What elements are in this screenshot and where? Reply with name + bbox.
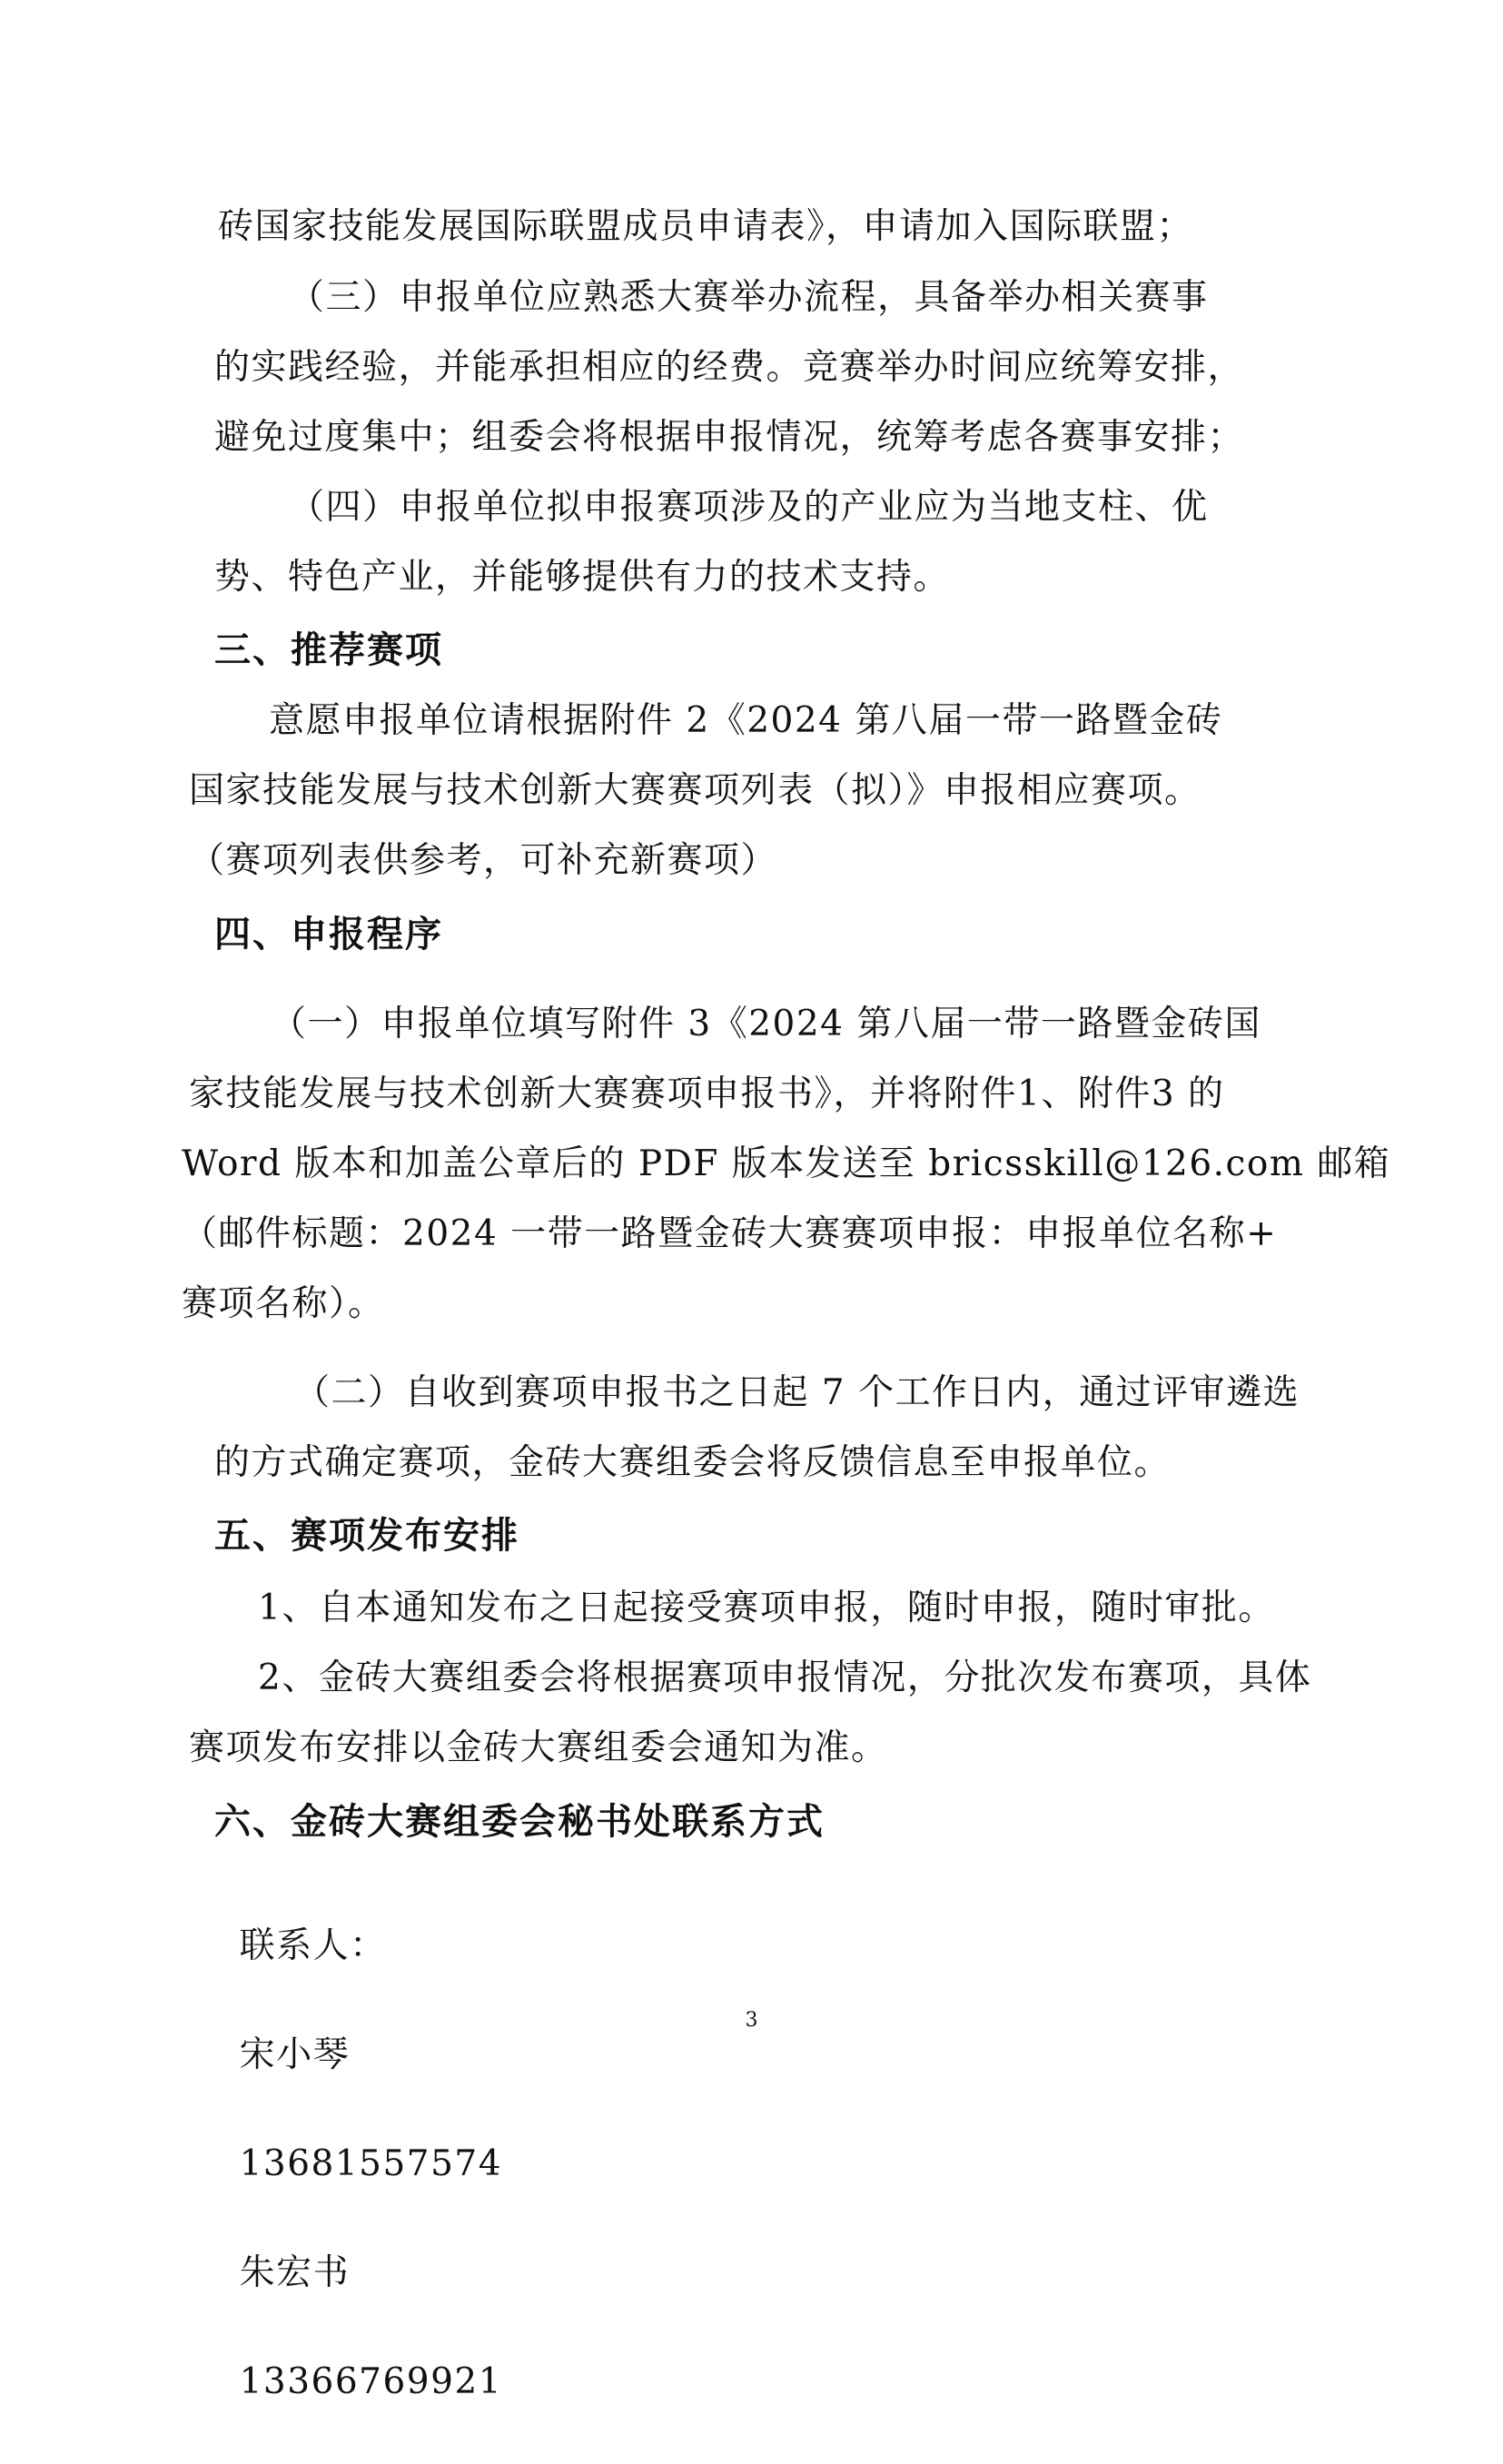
- paragraph-line: （四）申报单位拟申报赛项涉及的产业应为当地支柱、优: [289, 487, 1209, 528]
- paragraph-line: Word 版本和加盖公章后的 PDF 版本发送至 bricsskill@126.com 邮箱: [182, 1143, 1391, 1184]
- contact-row: [0, 1865, 1503, 2464]
- paragraph-line: 1、自本通知发布之日起接受赛项申报，随时申报，随时审批。: [258, 1588, 1275, 1628]
- paragraph-line: 的方式确定赛项，金砖大赛组委会将反馈信息至申报单位。: [214, 1442, 1172, 1483]
- paragraph-line: 避免过度集中；组委会将根据申报情况，统筹考虑各赛事安排；: [214, 417, 1245, 458]
- section-heading: 三、推荐赛项: [214, 629, 443, 671]
- paragraph-line: （邮件标题：2024 一带一路暨金砖大赛赛项申报：申报单位名称+: [182, 1213, 1278, 1254]
- paragraph-line: 2、金砖大赛组委会将根据赛项申报情况，分批次发布赛项，具体: [258, 1658, 1312, 1698]
- paragraph-line: 砖国家技能发展国际联盟成员申请表》，申请加入国际联盟；: [218, 206, 1194, 247]
- paragraph-line: （赛项列表供参考，可补充新赛项）: [189, 840, 778, 881]
- paragraph-line: 势、特色产业，并能够提供有力的技术支持。: [214, 557, 951, 598]
- paragraph-line: 赛项发布安排以金砖大赛组委会通知为准。: [189, 1727, 888, 1768]
- paragraph-line: 赛项名称）。: [182, 1283, 385, 1324]
- contact-person1-name: 宋小琴: [239, 2034, 351, 2075]
- contact-person1-phone: 13681557574: [239, 2143, 503, 2184]
- paragraph-line: （一）申报单位填写附件 3《2024 第八届一带一路暨金砖国: [271, 1004, 1261, 1044]
- paragraph-line: （三）申报单位应熟悉大赛举办流程，具备举办相关赛事: [289, 277, 1209, 318]
- paragraph-line: 国家技能发展与技术创新大赛赛项列表（拟）》申报相应赛项。: [189, 770, 1201, 811]
- paragraph-line: （二）自收到赛项申报书之日起 7 个工作日内，通过评审遴选: [294, 1372, 1300, 1413]
- section-heading: 四、申报程序: [214, 914, 443, 955]
- paragraph-line: 的实践经验，并能承担相应的经费。竞赛举办时间应统筹安排，: [214, 347, 1245, 388]
- contact-label: 联系人：: [239, 1925, 387, 1966]
- page-number: 3: [745, 2009, 758, 2032]
- section-heading: 五、赛项发布安排: [214, 1515, 519, 1557]
- section-heading: 六、金砖大赛组委会秘书处联系方式: [214, 1801, 825, 1843]
- contact-person2-name: 朱宏书: [239, 2252, 351, 2293]
- contact-person2-phone: 13366769921: [239, 2361, 503, 2402]
- paragraph-line: 家技能发展与技术创新大赛赛项申报书》，并将附件1、附件3 的: [189, 1074, 1225, 1114]
- paragraph-line: 意愿申报单位请根据附件 2《2024 第八届一带一路暨金砖: [269, 700, 1223, 741]
